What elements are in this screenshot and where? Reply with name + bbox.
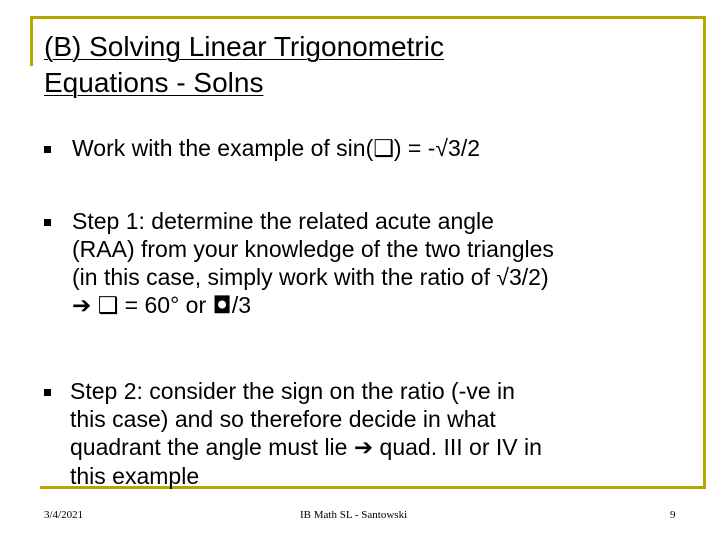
frame-right-line [703, 16, 706, 489]
pi-symbol: ◘ [212, 293, 232, 319]
bullet-3-line-3-end: quad. III or IV in [373, 434, 542, 460]
title-line-2: Equations - Solns [44, 67, 264, 98]
bullet-item-3 [70, 377, 690, 490]
bullet-item-2 [72, 207, 692, 320]
bullet-marker-3 [44, 389, 51, 396]
footer-date: 3/4/2021 [44, 509, 84, 521]
footer-center-text: IB Math SL - Santowski [300, 509, 408, 521]
theta-symbol: ❑ [97, 293, 119, 319]
bullet-marker-1 [44, 146, 51, 153]
bullet-marker-2 [44, 219, 51, 226]
bullet-3-line-1: Step 2: consider the sign on the ratio (-ve in [70, 378, 515, 404]
bullet-1-text-end: ) = -√3/2 [393, 135, 481, 161]
theta-symbol: ❑ [373, 136, 394, 162]
bullet-2-equation-end: /3 [231, 292, 252, 318]
title-line-1: (B) Solving Linear Trigonometric [44, 31, 444, 62]
frame-top-line [30, 16, 706, 19]
bullet-3-line-3 [70, 433, 690, 462]
bullet-2-line-4 [72, 291, 692, 320]
bullet-item-1 [72, 134, 692, 163]
bullet-2-equation: = 60° or [118, 292, 213, 318]
arrow-right-icon: ➔ [353, 435, 374, 461]
bullet-2-line-3: (in this case, simply work with the ratio of √3/2) [72, 264, 549, 290]
frame-left-line [30, 16, 33, 66]
page-number: 9 [670, 509, 676, 521]
slide-title [44, 29, 684, 101]
bullet-2-line-1: Step 1: determine the related acute angle [72, 208, 494, 234]
bullet-3-line-4: this example [70, 463, 200, 489]
bullet-2-line-2: (RAA) from your knowledge of the two triangles [72, 236, 554, 262]
bullet-3-line-3-start: quadrant the angle must lie [70, 434, 354, 460]
arrow-right-icon: ➔ [72, 293, 92, 319]
bullet-1-text: Work with the example of sin( [72, 135, 374, 161]
bullet-3-line-2: this case) and so therefore decide in what [70, 406, 496, 432]
